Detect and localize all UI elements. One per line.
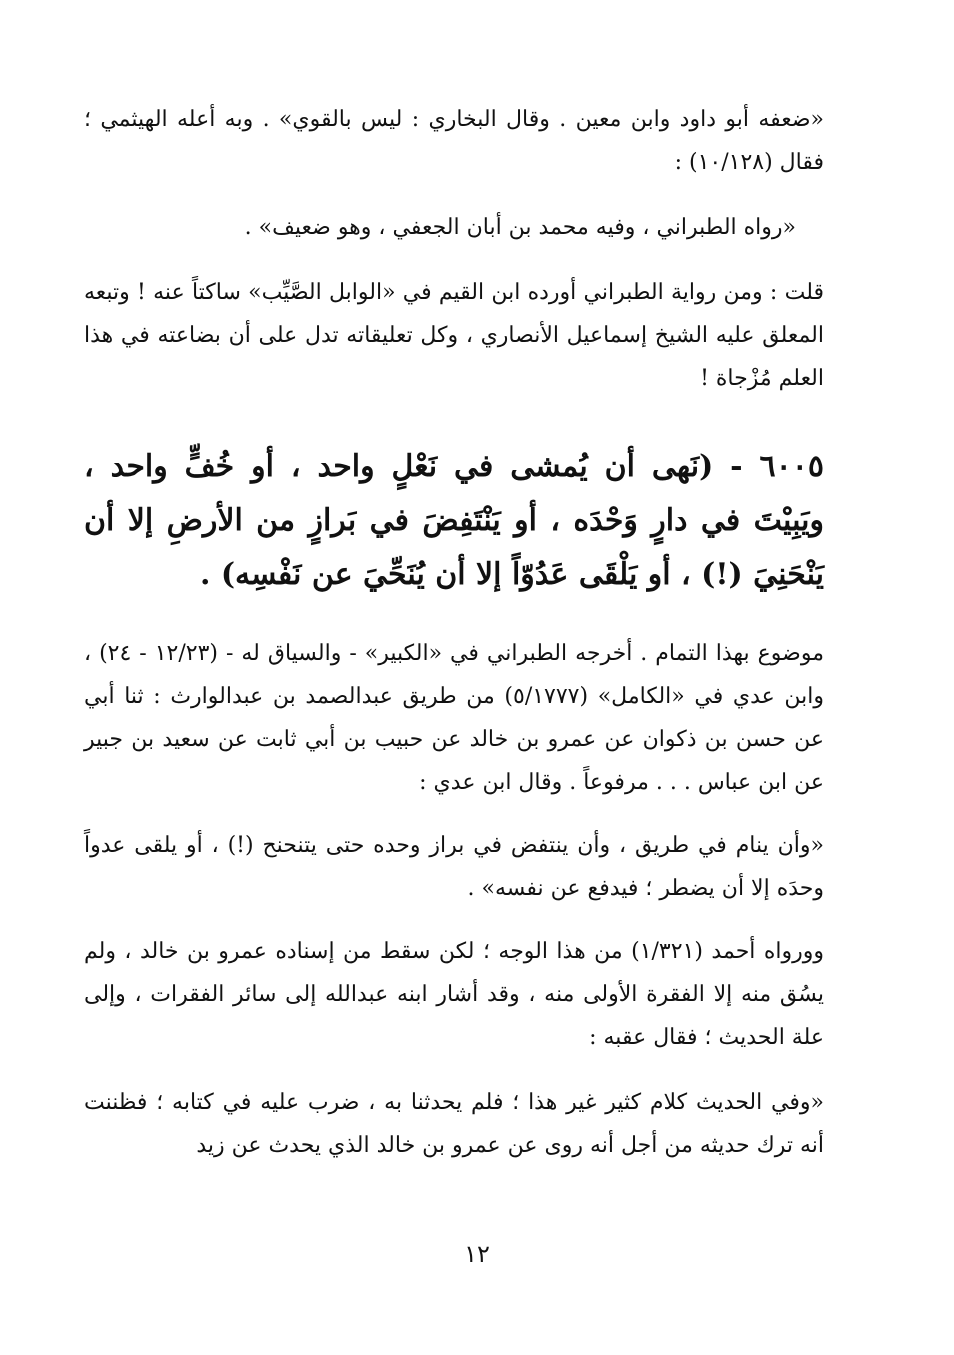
hadith-text: ٦٠٠٥ - (نَهى أن يُمشى في نَعْلٍ واحد ، أو خُفٍّ واحد ، ويَبِيْتَ في دارٍ وَحْدَه ، أو يَنْتَفِضَ في بَرازٍ من الأرضِ إلا أن يَنْحَنِيَ (!) ، أو يَلْقَى عَدُوّاً إلا أن يُنَحِّيَ عن نَفْسِه) . <box>84 449 824 592</box>
paragraph-takhrij: موضوع بهذا التمام . أخرجه الطبراني في «الكبير» - والسياق له - (١٢/٢٣ - ٢٤) ، وابن عدي في «الكامل» (٥/١٧٧٧) من طريق عبدالصمد بن عبدالوارث : ثنا أبي عن حسن بن ذكوان عن عمرو بن خالد عن حبيب بن أبي ثابت عن سعيد بن جبير عن ابن عباس . . . مرفوعاً . وقال ابن عدي : <box>84 641 824 795</box>
page-number: ١٢ <box>464 1240 490 1268</box>
paragraph-quote-ibn-adi: «وأن ينام في طريق ، وأن ينتفض في براز وحده حتى يتنحنح (!) ، أو يلقى عدواً وحدَه إلا أن يضطر ؛ فيدفع عن نفسه» . <box>84 833 824 901</box>
paragraph-quote-tabarani: «رواه الطبراني ، وفيه محمد بن أبان الجعفي ، وهو ضعيف» . <box>244 215 796 240</box>
paragraph-ahmad-narration: وورواه أحمد (١/٣٢١) من هذا الوجه ؛ لكن سقط من إسناده عمرو بن خالد ، ولم يسُق منه إلا الفقرة الأولى منه ، وقد أشار ابنه عبدالله إلى سائر الفقرات ، وإلى علة الحديث ؛ فقال عقبه : <box>84 939 824 1050</box>
paragraph-quote-abdullah: «وفي الحديث كلام كثير غير هذا ؛ فلم يحدثنا به ، ضرب عليه في كتابه ؛ فظننت أنه ترك حديثه من أجل أنه روى عن عمرو بن خالد الذي يحدث عن زيد <box>84 1090 824 1158</box>
paragraph-quote-weakness: «ضعفه أبو داود وابن معين . وقال البخاري : ليس بالقوي» . وبه أعله الهيثمي ؛ فقال (١٠/١٢٨) : <box>84 107 824 175</box>
paragraph-author-note: قلت : ومن رواية الطبراني أورده ابن القيم في «الوابل الصَّيِّب» ساكتاً عنه ! وتبعه المعلق عليه الشيخ إسماعيل الأنصاري ، وكل تعليقاته تدل على أن بضاعته في هذا العلم مُزْجاة ! <box>84 280 824 391</box>
